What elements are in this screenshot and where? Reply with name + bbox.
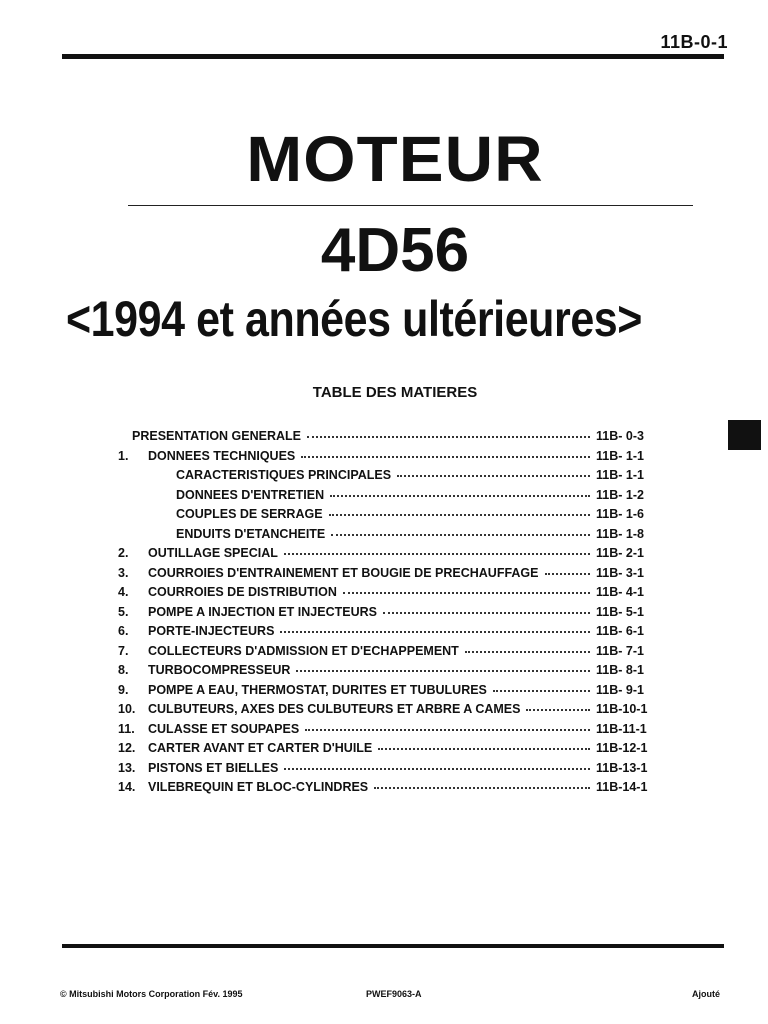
toc-dot-leader bbox=[329, 500, 590, 516]
toc-dot-leader bbox=[305, 715, 590, 731]
toc-entry-page: 11B-11-1 bbox=[596, 721, 647, 736]
top-rule bbox=[62, 54, 724, 59]
toc-dot-leader bbox=[307, 422, 590, 438]
toc-entry-number: 10. bbox=[118, 702, 136, 716]
toc-entry-page: 11B-13-1 bbox=[596, 760, 648, 775]
toc-entry-page: 11B- 8-1 bbox=[596, 663, 644, 677]
toc-entry-title: TURBOCOMPRESSEUR bbox=[148, 663, 291, 677]
toc-dot-leader bbox=[378, 734, 590, 750]
toc-dot-leader bbox=[301, 442, 590, 458]
title-divider bbox=[128, 205, 693, 206]
toc-entry-number: 5. bbox=[118, 604, 129, 619]
toc-entry-page: 11B- 1-1 bbox=[596, 448, 644, 463]
toc-entry-number: 13. bbox=[118, 760, 136, 775]
toc-entry-title: COURROIES DE DISTRIBUTION bbox=[148, 585, 337, 599]
toc-entry-page: 11B- 2-1 bbox=[596, 546, 644, 560]
toc-dot-leader bbox=[284, 539, 590, 555]
toc-dot-leader bbox=[374, 773, 590, 789]
toc-entry-title: PORTE-INJECTEURS bbox=[148, 624, 275, 638]
toc-entry-number: 6. bbox=[118, 624, 129, 638]
toc-entry-title: COUPLES DE SERRAGE bbox=[176, 507, 323, 521]
footer-code: PWEF9063-A bbox=[366, 989, 422, 999]
toc-entry-title: COURROIES D'ENTRAINEMENT ET BOUGIE DE PRECHAUFFAGE bbox=[148, 565, 539, 580]
toc-entry-title: ENDUITS D'ETANCHEITE bbox=[176, 526, 326, 541]
toc-entry-number: 2. bbox=[118, 546, 129, 560]
toc-entry-page: 11B- 1-6 bbox=[596, 507, 644, 521]
toc-entry-title: CULBUTEURS, AXES DES CULBUTEURS ET ARBRE A CAMES bbox=[148, 702, 521, 716]
toc-entry-title: PISTONS ET BIELLES bbox=[148, 760, 279, 775]
toc-entry-page: 11B- 1-2 bbox=[596, 487, 644, 502]
toc-entry-page: 11B-12-1 bbox=[596, 741, 648, 755]
toc-dot-leader bbox=[397, 461, 590, 477]
toc-entry-page: 11B- 7-1 bbox=[596, 643, 644, 658]
footer-copyright: © Mitsubishi Motors Corporation Fév. 1995 bbox=[60, 989, 243, 999]
toc-entry-number: 9. bbox=[118, 682, 129, 697]
toc-entry-page: 11B- 0-3 bbox=[596, 429, 644, 443]
page-number: 11B-0-1 bbox=[660, 32, 728, 52]
toc-dot-leader bbox=[545, 559, 591, 575]
toc-entry-page: 11B- 6-1 bbox=[596, 624, 644, 638]
engine-model: 4D56 bbox=[320, 216, 470, 285]
toc-dot-leader bbox=[284, 754, 590, 770]
toc-entry-title: CARACTERISTIQUES PRINCIPALES bbox=[176, 468, 392, 482]
bottom-rule bbox=[62, 944, 724, 948]
toc-dot-leader bbox=[526, 695, 590, 711]
toc-entry-title: DONNEES D'ENTRETIEN bbox=[176, 487, 325, 502]
section-tab-marker bbox=[728, 420, 761, 450]
toc-entry[interactable] bbox=[118, 775, 654, 795]
toc-entry-page: 11B-10-1 bbox=[596, 702, 648, 716]
toc-entry-number: 11. bbox=[118, 721, 135, 736]
document-title: MOTEUR bbox=[246, 123, 544, 195]
toc-dot-leader bbox=[465, 637, 590, 653]
toc-entry-number: 14. bbox=[118, 780, 136, 794]
toc-entry-page: 11B- 9-1 bbox=[596, 682, 644, 697]
toc-dot-leader bbox=[383, 598, 590, 614]
toc-entry-title: CULASSE ET SOUPAPES bbox=[148, 721, 300, 736]
toc-dot-leader bbox=[330, 481, 590, 497]
toc-entry-number: 7. bbox=[118, 643, 129, 658]
toc-entry-page: 11B- 3-1 bbox=[596, 565, 644, 580]
toc-entry-title: CARTER AVANT ET CARTER D'HUILE bbox=[148, 741, 373, 755]
toc-entry-number: 3. bbox=[118, 565, 129, 580]
toc-dot-leader bbox=[296, 656, 590, 672]
toc-entry-title: VILEBREQUIN ET BLOC-CYLINDRES bbox=[148, 780, 369, 794]
toc-entry-title: DONNEES TECHNIQUES bbox=[148, 448, 296, 463]
table-of-contents bbox=[118, 424, 654, 795]
toc-dot-leader bbox=[280, 617, 590, 633]
toc-entry-number: 1. bbox=[118, 448, 129, 463]
toc-dot-leader bbox=[343, 578, 590, 594]
toc-heading: TABLE DES MATIERES bbox=[312, 384, 478, 401]
toc-dot-leader bbox=[493, 676, 590, 692]
toc-entry-number: 4. bbox=[118, 585, 129, 599]
toc-entry-page: 11B- 5-1 bbox=[596, 604, 644, 619]
toc-entry-page: 11B- 1-8 bbox=[596, 526, 644, 541]
toc-entry-number: 8. bbox=[118, 663, 129, 677]
toc-entry-title: OUTILLAGE SPECIAL bbox=[148, 546, 278, 560]
toc-entry-page: 11B- 4-1 bbox=[596, 585, 644, 599]
toc-entry-number: 12. bbox=[118, 741, 136, 755]
toc-entry-title: POMPE A INJECTION ET INJECTEURS bbox=[148, 604, 377, 619]
toc-entry-title: COLLECTEURS D'ADMISSION ET D'ECHAPPEMENT bbox=[148, 643, 459, 658]
toc-entry-title: POMPE A EAU, THERMOSTAT, DURITES ET TUBULURES bbox=[148, 682, 487, 697]
footer-status: Ajouté bbox=[692, 989, 720, 999]
toc-entry-title: PRESENTATION GENERALE bbox=[132, 429, 301, 443]
model-years: <1994 et années ultérieures> bbox=[66, 291, 642, 347]
toc-entry-page: 11B-14-1 bbox=[596, 780, 648, 794]
toc-entry-page: 11B- 1-1 bbox=[596, 468, 644, 482]
toc-dot-leader bbox=[331, 520, 590, 536]
